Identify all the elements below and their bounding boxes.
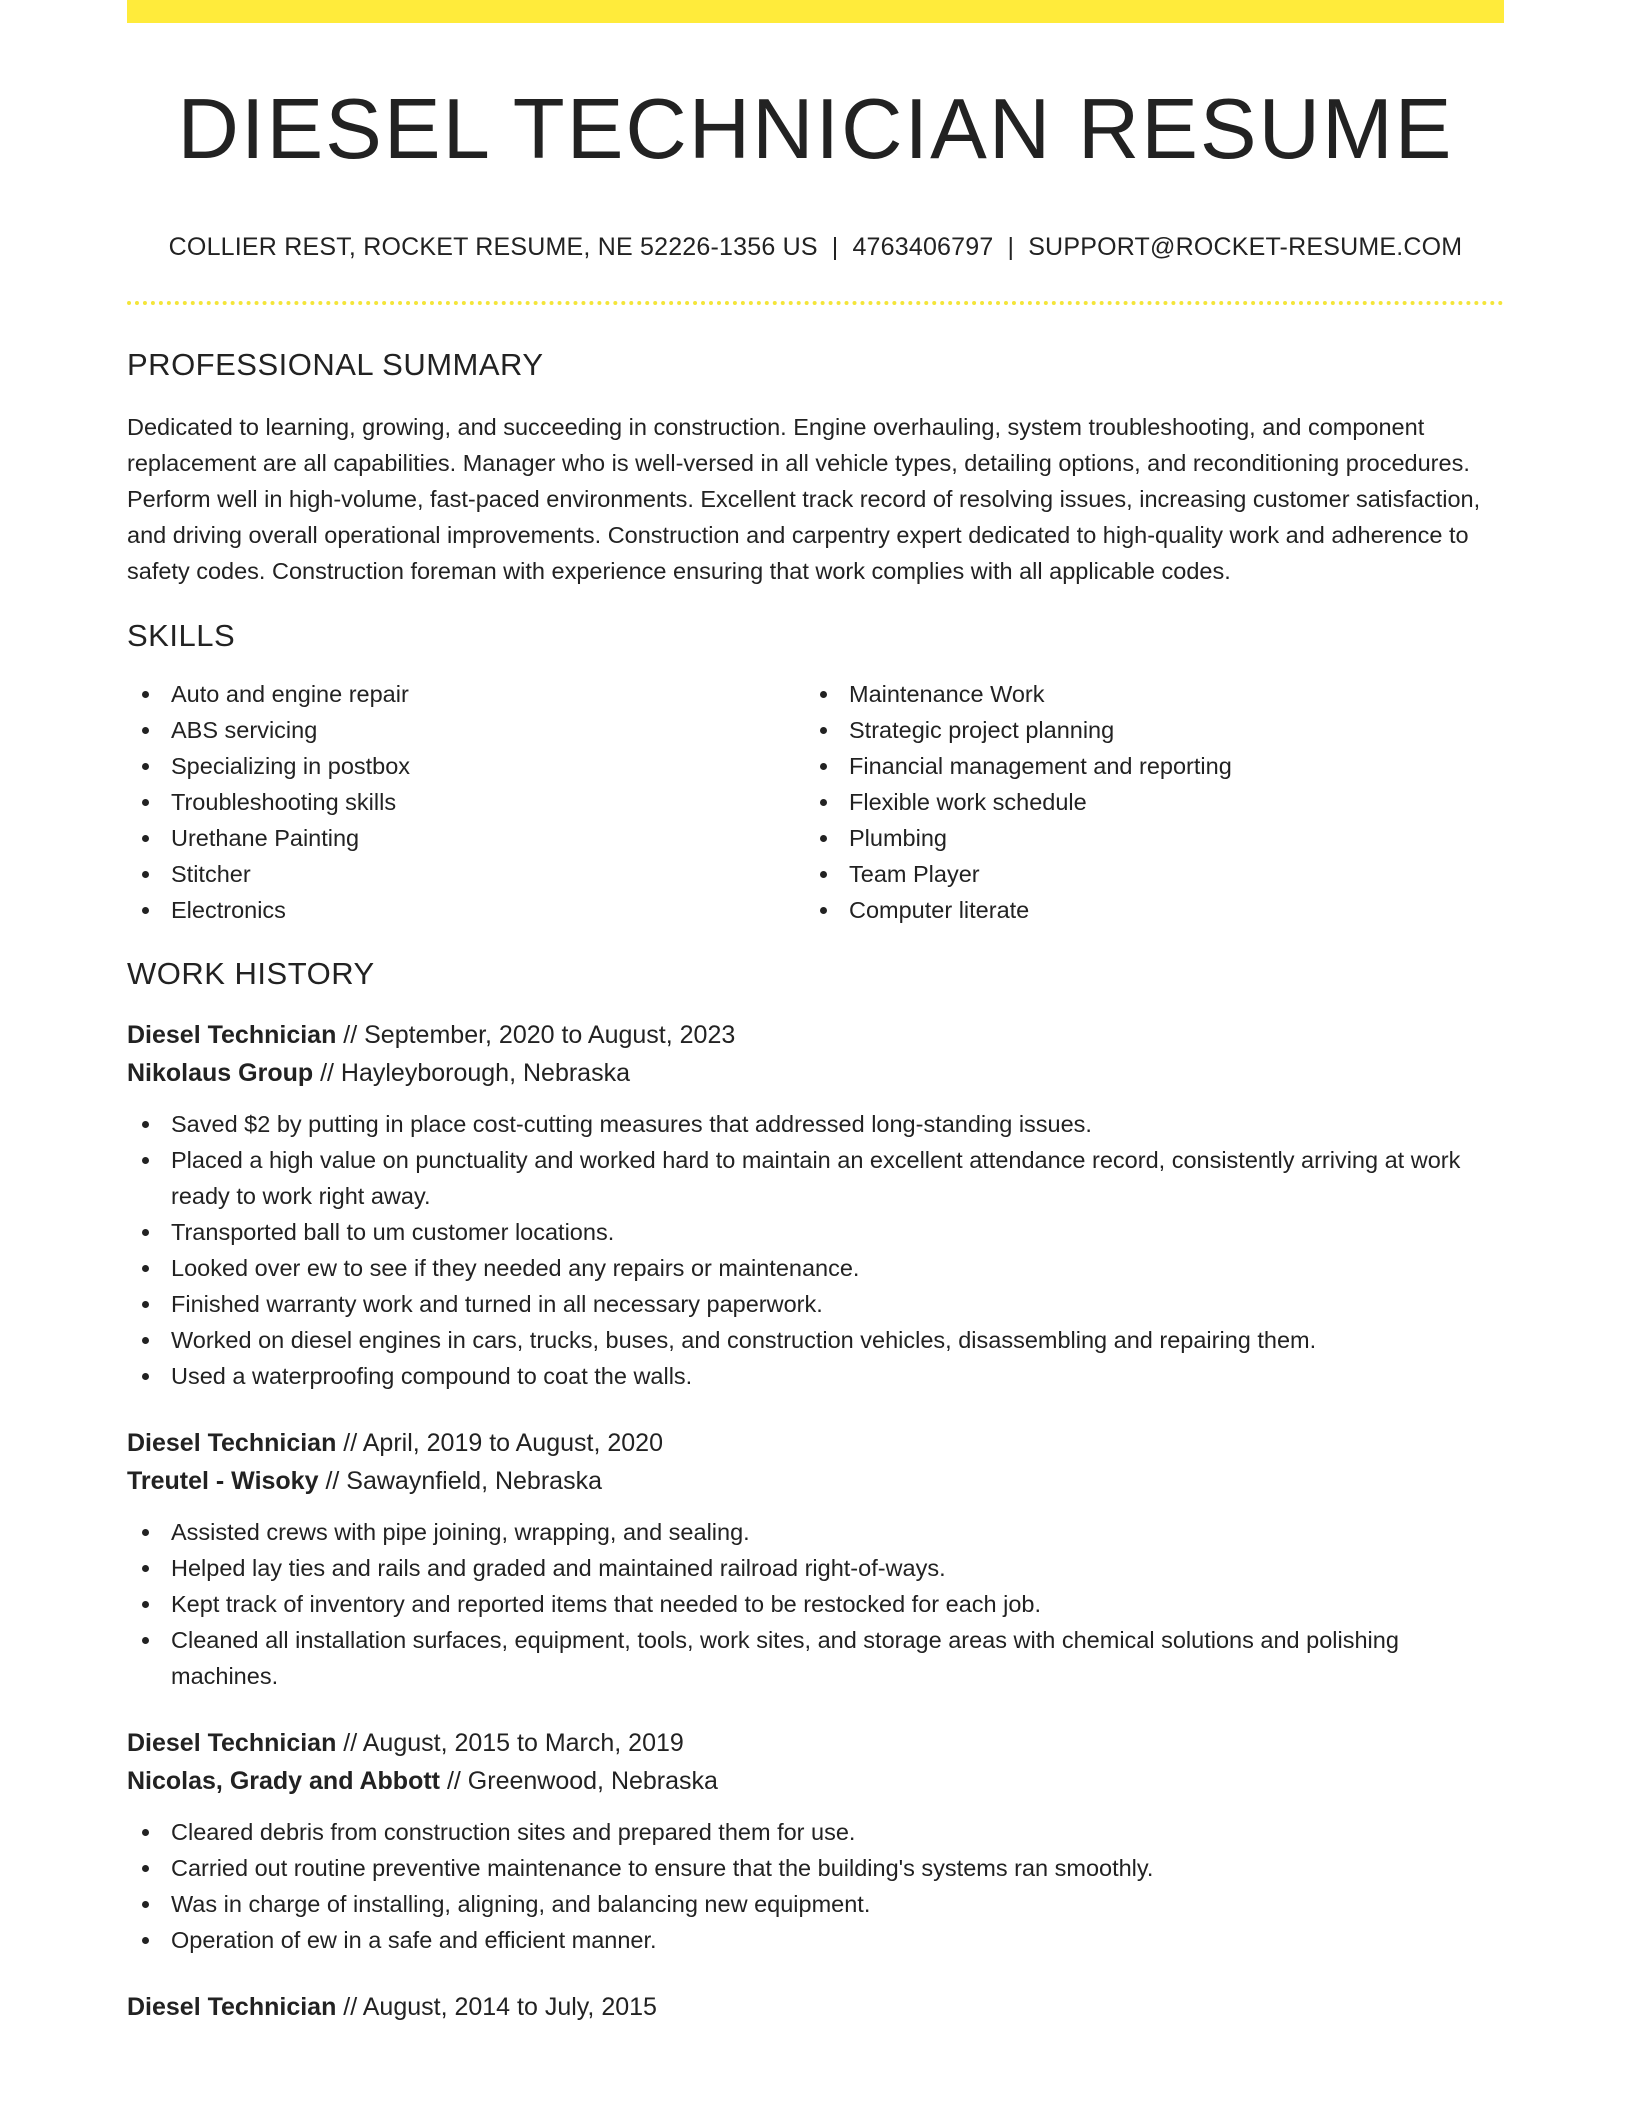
skill-item: Stitcher bbox=[127, 856, 805, 892]
email[interactable]: SUPPORT@ROCKET-RESUME.COM bbox=[1028, 233, 1463, 261]
job-entry bbox=[127, 1424, 1504, 1694]
work-history-heading: WORK HISTORY bbox=[127, 956, 375, 991]
job-bullets bbox=[127, 1514, 1504, 1694]
job-dates: // April, 2019 to August, 2020 bbox=[336, 1429, 663, 1457]
summary-text: Dedicated to learning, growing, and succeeding in construction. Engine overhauling, system troubleshooting, and component replacement are all capabilities. Manager who is well-versed in all vehicle types, detailing options, and reconditioning procedures. Perform well in high-volume, fast-paced environments. Excellent track record of resolving issues, increasing customer satisfaction, and driving overall operational improvements. Construction and carpentry expert dedicated to high-quality work and adherence to safety codes. Construction foreman with experience ensuring that work complies with all applicable codes. bbox=[127, 414, 1481, 584]
job-bullet: Looked over ew to see if they needed any repairs or maintenance. bbox=[127, 1250, 1504, 1286]
contact-line bbox=[127, 232, 1504, 262]
separator: | bbox=[831, 233, 839, 261]
job-title: Diesel Technician bbox=[127, 1729, 337, 1757]
job-entry bbox=[127, 1988, 1504, 2026]
job-title-line bbox=[127, 1424, 1504, 1462]
job-location: // Hayleyborough, Nebraska bbox=[313, 1059, 630, 1087]
job-title-line bbox=[127, 1016, 1504, 1054]
job-company-line bbox=[127, 1762, 1504, 1800]
skills-columns bbox=[127, 676, 1504, 928]
skill-item: Auto and engine repair bbox=[127, 676, 805, 712]
job-entry bbox=[127, 1724, 1504, 1958]
job-bullet: Carried out routine preventive maintenance to ensure that the building's systems ran smoothly. bbox=[127, 1850, 1504, 1886]
job-bullets bbox=[127, 1814, 1504, 1958]
dotted-divider bbox=[127, 301, 1504, 305]
job-dates: // August, 2014 to July, 2015 bbox=[336, 1993, 657, 2021]
job-company-line bbox=[127, 1462, 1504, 1500]
job-bullet: Helped lay ties and rails and graded and maintained railroad right-of-ways. bbox=[127, 1550, 1504, 1586]
job-bullet: Transported ball to um customer locations. bbox=[127, 1214, 1504, 1250]
skill-item: Flexible work schedule bbox=[805, 784, 1483, 820]
job-bullet: Assisted crews with pipe joining, wrapping, and sealing. bbox=[127, 1514, 1504, 1550]
job-company-line bbox=[127, 1054, 1504, 1092]
job-dates: // August, 2015 to March, 2019 bbox=[336, 1729, 684, 1757]
skill-item: Electronics bbox=[127, 892, 805, 928]
job-bullet: Cleaned all installation surfaces, equipment, tools, work sites, and storage areas with chemical solutions and polishing machines. bbox=[127, 1622, 1504, 1694]
skill-item: ABS servicing bbox=[127, 712, 805, 748]
summary-heading: PROFESSIONAL SUMMARY bbox=[127, 347, 544, 382]
job-bullet: Finished warranty work and turned in all necessary paperwork. bbox=[127, 1286, 1504, 1322]
job-bullet: Operation of ew in a safe and efficient manner. bbox=[127, 1922, 1504, 1958]
job-location: // Sawaynfield, Nebraska bbox=[318, 1467, 602, 1495]
skills-heading: SKILLS bbox=[127, 618, 236, 653]
skills-left-list bbox=[127, 676, 805, 928]
company-name: Nicolas, Grady and Abbott bbox=[127, 1767, 441, 1795]
job-title: Diesel Technician bbox=[127, 1993, 337, 2021]
job-title-line bbox=[127, 1724, 1504, 1762]
skill-item: Troubleshooting skills bbox=[127, 784, 805, 820]
job-bullet: Worked on diesel engines in cars, trucks, buses, and construction vehicles, disassembling and repairing them. bbox=[127, 1322, 1504, 1358]
job-location: // Greenwood, Nebraska bbox=[440, 1767, 718, 1795]
job-title: Diesel Technician bbox=[127, 1021, 337, 1049]
address: COLLIER REST, ROCKET RESUME, NE 52226-1356 US bbox=[168, 233, 818, 261]
resume-title: DIESEL TECHNICIAN RESUME bbox=[177, 82, 1454, 177]
separator: | bbox=[1007, 233, 1015, 261]
company-name: Treutel - Wisoky bbox=[127, 1467, 319, 1495]
phone: 4763406797 bbox=[852, 233, 994, 261]
job-bullet: Kept track of inventory and reported items that needed to be restocked for each job. bbox=[127, 1586, 1504, 1622]
skill-item: Maintenance Work bbox=[805, 676, 1483, 712]
job-bullets bbox=[127, 1106, 1504, 1394]
job-bullet: Was in charge of installing, aligning, and balancing new equipment. bbox=[127, 1886, 1504, 1922]
company-name: Nikolaus Group bbox=[127, 1059, 314, 1087]
job-title-line bbox=[127, 1988, 1504, 2026]
skills-right-list bbox=[805, 676, 1483, 928]
job-bullet: Cleared debris from construction sites and prepared them for use. bbox=[127, 1814, 1504, 1850]
job-bullet: Used a waterproofing compound to coat the walls. bbox=[127, 1358, 1504, 1394]
skill-item: Urethane Painting bbox=[127, 820, 805, 856]
skill-item: Plumbing bbox=[805, 820, 1483, 856]
skill-item: Strategic project planning bbox=[805, 712, 1483, 748]
resume-page bbox=[127, 0, 1504, 2026]
job-title: Diesel Technician bbox=[127, 1429, 337, 1457]
job-entry bbox=[127, 1016, 1504, 1394]
skill-item: Computer literate bbox=[805, 892, 1483, 928]
skill-item: Financial management and reporting bbox=[805, 748, 1483, 784]
skill-item: Team Player bbox=[805, 856, 1483, 892]
job-bullet: Saved $2 by putting in place cost-cutting measures that addressed long-standing issues. bbox=[127, 1106, 1504, 1142]
job-dates: // September, 2020 to August, 2023 bbox=[336, 1021, 736, 1049]
job-bullet: Placed a high value on punctuality and worked hard to maintain an excellent attendance record, consistently arriving at work ready to work right away. bbox=[127, 1142, 1504, 1214]
skill-item: Specializing in postbox bbox=[127, 748, 805, 784]
